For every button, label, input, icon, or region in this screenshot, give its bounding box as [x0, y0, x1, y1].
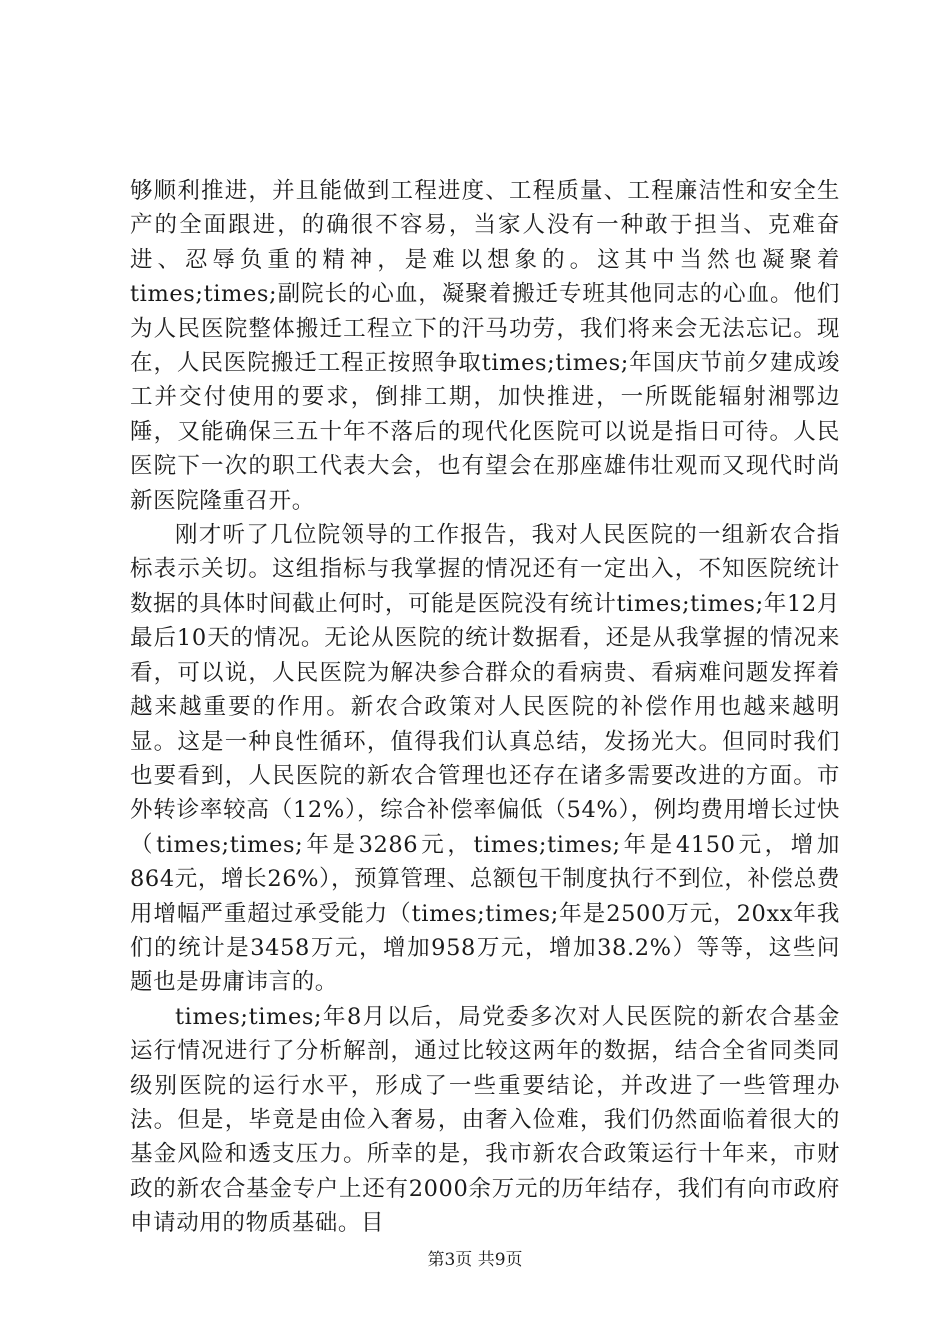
- paragraph-2: 刚才听了几位院领导的工作报告，我对人民医院的一组新农合指标表示关切。这组指标与我掌握的情况还有一定出入，不知医院统计数据的具体时间截止何时，可能是医院没有统计times;times;年12月最后10天的情况。无论从医院的统计数据看，还是从我掌握的情况来看，可以说，人民医院为解决参合群众的看病贵、看病难问题发挥着越来越重要的作用。新农合政策对人民医院的补偿作用也越来越明显。这是一种良性循环，值得我们认真总结，发扬光大。但同时我们也要看到，人民医院的新农合管理也还存在诸多需要改进的方面。市外转诊率较高（12%），综合补偿率偏低（54%），例均费用增长过快（times;times;年是3286元，times;times;年是4150元，增加864元，增长26%），预算管理、总额包干制度执行不到位，补偿总费用增幅严重超过承受能力（times;times;年是2500万元，20xx年我们的统计是3458万元，增加958万元，增加38.2%）等等，这些问题也是毋庸讳言的。: [130, 522, 840, 996]
- paragraph-1: 够顺利推进，并且能做到工程进度、工程质量、工程廉洁性和安全生产的全面跟进，的确很不容易，当家人没有一种敢于担当、克难奋进、忍辱负重的精神，是难以想象的。这其中当然也凝聚着times;times;副院长的心血，凝聚着搬迁专班其他同志的心血。他们为人民医院整体搬迁工程立下的汗马功劳，我们将来会无法忘记。现在，人民医院搬迁工程正按照争取times;times;年国庆节前夕建成竣工并交付使用的要求，倒排工期，加快推进，一所既能辐射湘鄂边陲，又能确保三五十年不落后的现代化医院可以说是指日可待。人民医院下一次的职工代表大会，也有望会在那座雄伟壮观而又现代时尚新医院隆重召开。: [130, 178, 840, 514]
- page-footer: [0, 1245, 950, 1270]
- body-text: [130, 174, 840, 1241]
- paragraph-3: times;times;年8月以后，局党委多次对人民医院的新农合基金运行情况进行了分析解剖，通过比较这两年的数据，结合全省同类同级别医院的运行水平，形成了一些重要结论，并改进了一些管理办法。但是，毕竟是由俭入奢易，由奢入俭难，我们仍然面临着很大的基金风险和透支压力。所幸的是，我市新农合政策运行十年来，市财政的新农合基金专户上还有2000余万元的历年结存，我们有向市政府申请动用的物质基础。目: [130, 1003, 840, 1237]
- page-number-label: 第3页 共9页: [427, 1250, 523, 1270]
